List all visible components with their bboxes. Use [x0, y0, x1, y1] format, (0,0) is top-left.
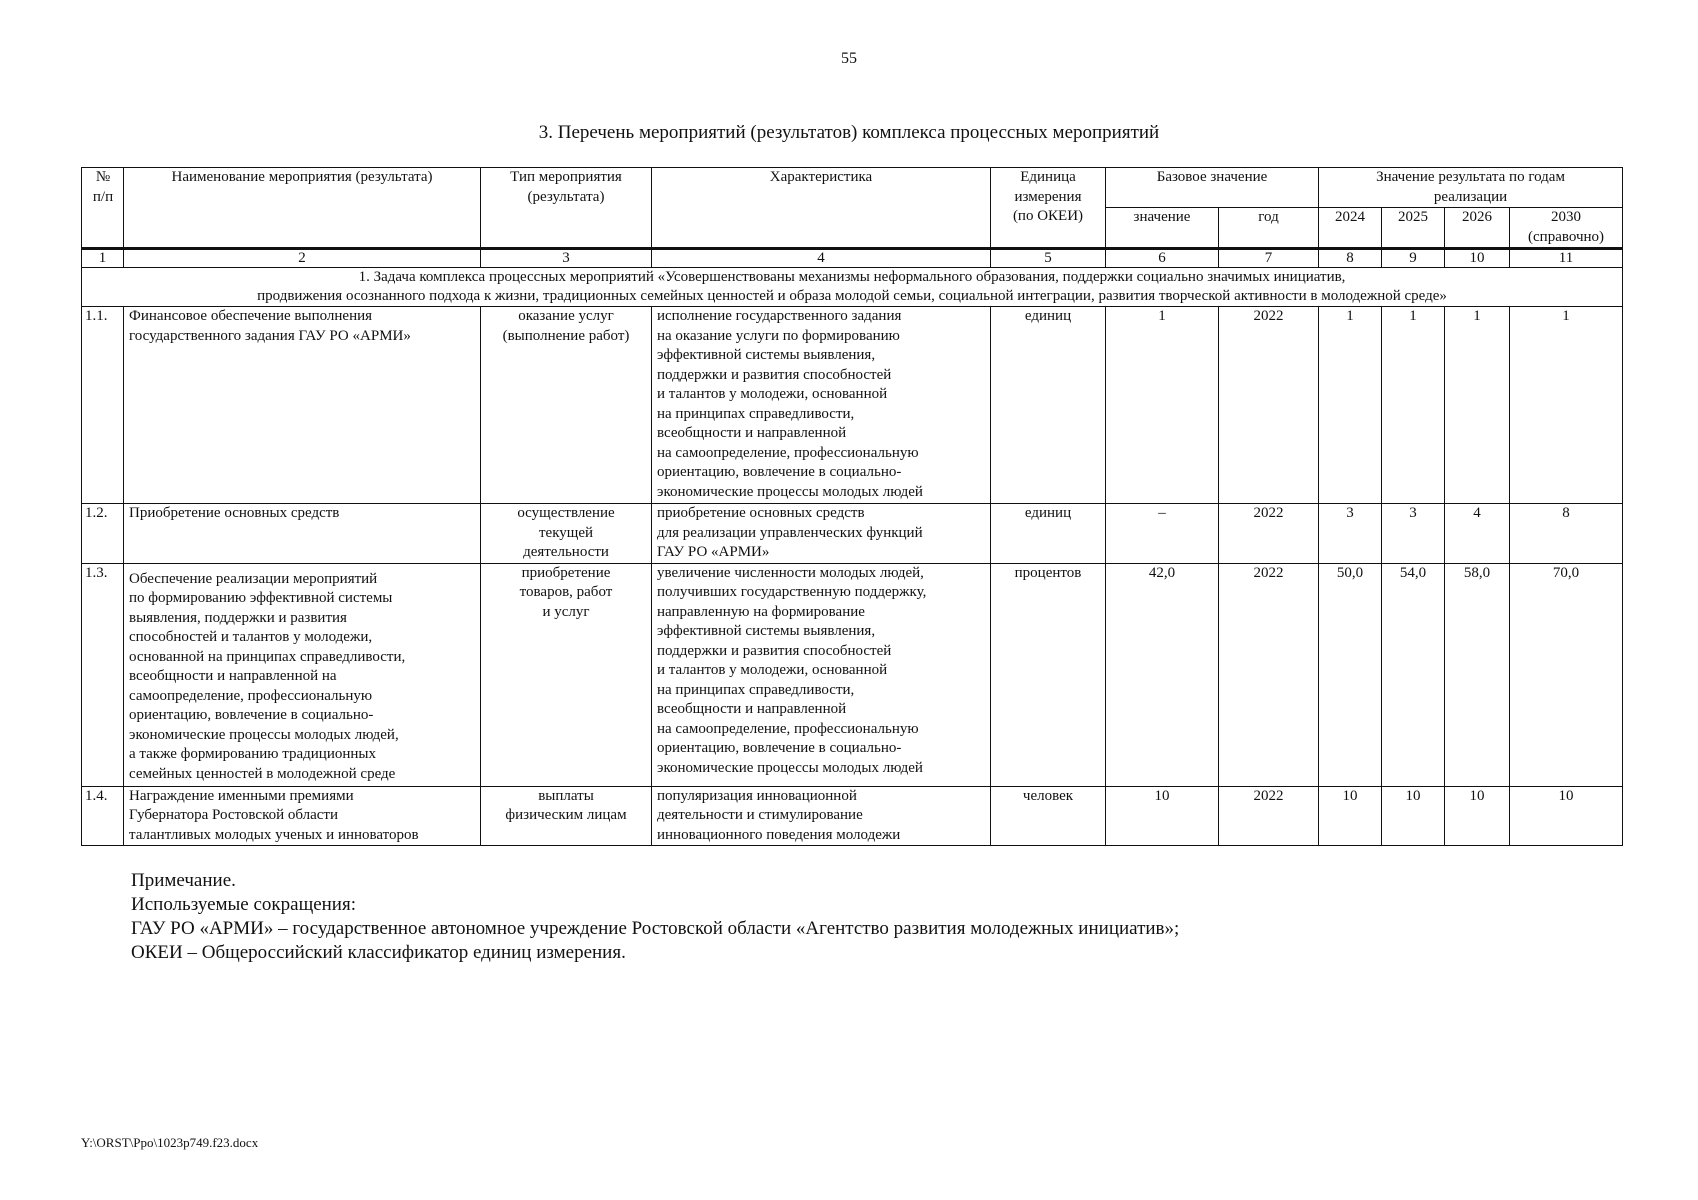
row-value-2024: 3: [1319, 504, 1382, 564]
column-numbers-row: [82, 249, 1623, 268]
row-name: Приобретение основных средств: [124, 504, 481, 564]
header-name: Наименование мероприятия (результата): [124, 168, 481, 249]
row-value-2026: 4: [1445, 504, 1510, 564]
row-value-2030: 70,0: [1510, 563, 1623, 786]
page-number: 55: [841, 50, 857, 67]
header-base-year: год: [1219, 208, 1319, 249]
column-number: 2: [124, 249, 481, 268]
column-number: 1: [82, 249, 124, 268]
task-title: 1. Задача комплекса процессных мероприятий «Усовершенствованы механизмы неформального образования, поддержки социально значимых инициатив, продвижения осознанного подхода к жизни, традиционных семейных ценностей и образа молодой семьи, социальной интеграции, развития творческой активности в молодежной среде»: [82, 268, 1623, 307]
row-value-2026: 10: [1445, 786, 1510, 846]
row-num: 1.1.: [82, 307, 124, 504]
row-num: 1.3.: [82, 563, 124, 786]
column-number: 3: [481, 249, 652, 268]
row-value-2024: 1: [1319, 307, 1382, 504]
header-year-2026: 2026: [1445, 208, 1510, 249]
row-characteristic: исполнение государственного задания на оказание услуги по формированию эффективной системы выявления, поддержки и развития способностей и талантов у молодежи, основанной на принципах справедливости, всеобщности и направленной на самоопределение, профессиональную ориентацию, вовлечение в социально- экономические процессы молодых людей: [652, 307, 991, 504]
row-characteristic: популяризация инновационной деятельности и стимулирование инновационного поведения молодежи: [652, 786, 991, 846]
row-base-year: 2022: [1219, 504, 1319, 564]
row-base-year: 2022: [1219, 563, 1319, 786]
column-number: 10: [1445, 249, 1510, 268]
row-value-2025: 54,0: [1382, 563, 1445, 786]
table-row: [82, 307, 1623, 504]
row-value-2026: 58,0: [1445, 563, 1510, 786]
row-name: Финансовое обеспечение выполнения государственного задания ГАУ РО «АРМИ»: [124, 307, 481, 504]
row-value-2030: 1: [1510, 307, 1623, 504]
column-number: 4: [652, 249, 991, 268]
row-base-year: 2022: [1219, 786, 1319, 846]
column-number: 8: [1319, 249, 1382, 268]
row-type: оказание услуг (выполнение работ): [481, 307, 652, 504]
task-row: [82, 268, 1623, 307]
row-value-2030: 10: [1510, 786, 1623, 846]
row-value-2026: 1: [1445, 307, 1510, 504]
row-unit: человек: [991, 786, 1106, 846]
column-number: 6: [1106, 249, 1219, 268]
row-base-value: –: [1106, 504, 1219, 564]
measures-table: [81, 167, 1623, 846]
header-base-value: значение: [1106, 208, 1219, 249]
row-value-2025: 10: [1382, 786, 1445, 846]
header-characteristic: Характеристика: [652, 168, 991, 249]
row-base-value: 10: [1106, 786, 1219, 846]
row-base-value: 42,0: [1106, 563, 1219, 786]
table-row: [82, 563, 1623, 786]
header-unit: Единица измерения (по ОКЕИ): [991, 168, 1106, 249]
row-type: выплаты физическим лицам: [481, 786, 652, 846]
section-title: 3. Перечень мероприятий (результатов) комплекса процессных мероприятий: [538, 122, 1160, 143]
row-value-2024: 50,0: [1319, 563, 1382, 786]
row-type: приобретение товаров, работ и услуг: [481, 563, 652, 786]
notes-title: Примечание.: [131, 870, 236, 891]
row-name: Обеспечение реализации мероприятий по формированию эффективной системы выявления, поддержки и развития способностей и талантов у молодежи, основанной на принципах справедливости, всеобщности и направленной на самоопределение, профессиональную ориентацию, вовлечение в социально- экономические процессы молодых людей, а также формированию традиционных семейных ценностей в молодежной среде: [124, 563, 481, 786]
header-row-top: [82, 168, 1623, 208]
abbreviation-item: ГАУ РО «АРМИ» – государственное автономное учреждение Ростовской области «Агентство развития молодежных инициатив»;: [131, 918, 1180, 939]
header-base: Базовое значение: [1106, 168, 1319, 208]
row-characteristic: увеличение численности молодых людей, получивших государственную поддержку, направленную на формирование эффективной системы выявления, поддержки и развития способностей и талантов у молодежи, основанной на принципах справедливости, всеобщности и направленной на самоопределение, профессиональную ориентацию, вовлечение в социально- экономические процессы молодых людей: [652, 563, 991, 786]
column-number: 7: [1219, 249, 1319, 268]
file-path: Y:\ORST\Ppo\1023p749.f23.docx: [81, 1135, 259, 1150]
header-year-2025: 2025: [1382, 208, 1445, 249]
row-unit: единиц: [991, 504, 1106, 564]
header-by-years: Значение результата по годам реализации: [1319, 168, 1623, 208]
row-unit: процентов: [991, 563, 1106, 786]
row-num: 1.2.: [82, 504, 124, 564]
row-value-2024: 10: [1319, 786, 1382, 846]
row-base-year: 2022: [1219, 307, 1319, 504]
column-number: 11: [1510, 249, 1623, 268]
header-type: Тип мероприятия (результата): [481, 168, 652, 249]
notes-block: [131, 869, 1531, 965]
column-number: 9: [1382, 249, 1445, 268]
row-name: Награждение именными премиями Губернатора Ростовской области талантливых молодых ученых и инноваторов: [124, 786, 481, 846]
row-value-2025: 1: [1382, 307, 1445, 504]
row-type: осуществление текущей деятельности: [481, 504, 652, 564]
header-year-2024: 2024: [1319, 208, 1382, 249]
header-year-2030: 2030 (справочно): [1510, 208, 1623, 249]
abbreviation-item: ОКЕИ – Общероссийский классификатор единиц измерения.: [131, 942, 626, 963]
row-value-2030: 8: [1510, 504, 1623, 564]
row-unit: единиц: [991, 307, 1106, 504]
column-number: 5: [991, 249, 1106, 268]
row-num: 1.4.: [82, 786, 124, 846]
row-value-2025: 3: [1382, 504, 1445, 564]
row-characteristic: приобретение основных средств для реализации управленческих функций ГАУ РО «АРМИ»: [652, 504, 991, 564]
abbreviations-label: Используемые сокращения:: [131, 894, 356, 915]
table-row: [82, 504, 1623, 564]
row-base-value: 1: [1106, 307, 1219, 504]
header-num: № п/п: [82, 168, 124, 249]
table-row: [82, 786, 1623, 846]
